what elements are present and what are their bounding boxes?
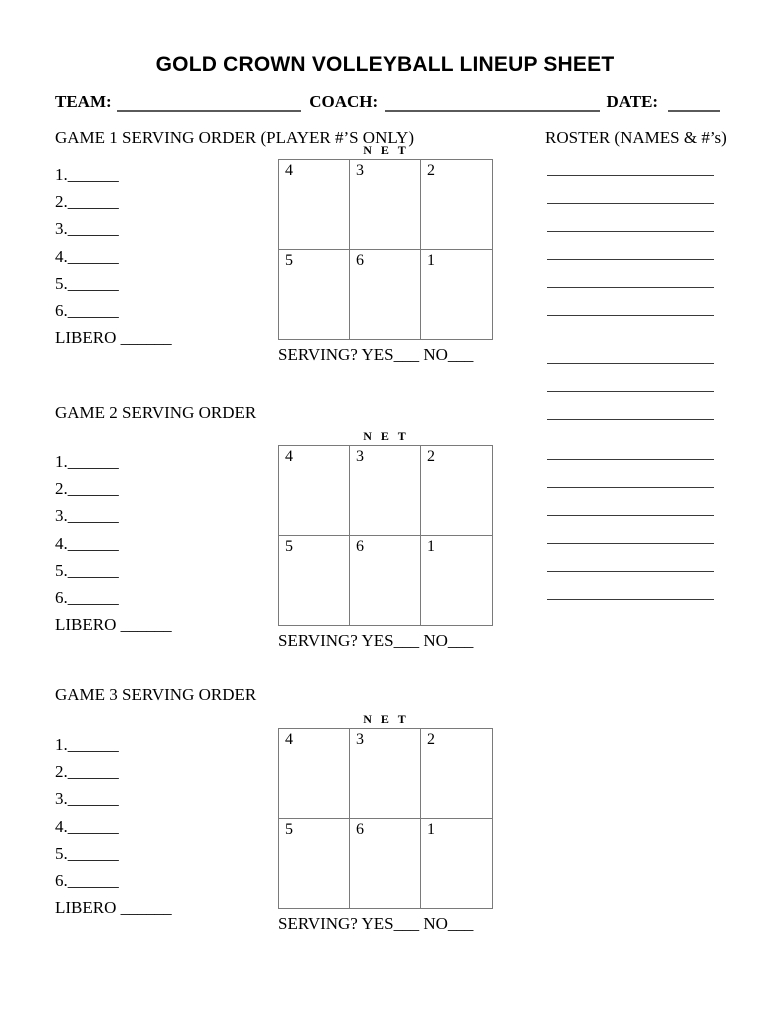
header-fill-in-row (55, 92, 720, 113)
game-2-serving-order-list (55, 448, 265, 638)
team-label: TEAM: (55, 92, 112, 111)
serving-order-slot-4: 4.______ (55, 246, 119, 266)
game-3-court (278, 712, 494, 934)
roster-blank-line (547, 288, 714, 316)
serving-question: SERVING? YES___ NO___ (278, 631, 474, 650)
game-1-serving-order-list (55, 161, 265, 351)
court-cell-pos1: 1 (427, 252, 435, 269)
court-cell-pos4: 4 (279, 729, 350, 819)
roster-blank-line (547, 572, 714, 600)
serving-order-slot-6: 6.______ (55, 300, 119, 320)
game-1-court (278, 143, 494, 365)
court-cell-pos1: 1 (427, 538, 435, 555)
roster-blank-line (547, 232, 714, 260)
page-title: GOLD CROWN VOLLEYBALL LINEUP SHEET (155, 53, 615, 76)
serving-order-slot-5: 5.______ (55, 560, 119, 580)
serving-order-slot-6: 6.______ (55, 870, 119, 890)
serving-order-slot-1: 1.______ (55, 735, 119, 754)
roster-heading: ROSTER (NAMES & #’s) (545, 128, 727, 147)
serving-question: SERVING? YES___ NO___ (278, 914, 474, 933)
serving-order-slot-5: 5.______ (55, 843, 119, 863)
net-label: N E T (363, 429, 409, 443)
libero-row: LIBERO ______ (55, 328, 172, 348)
court-cell-pos2: 2 (421, 446, 492, 536)
serving-order-slot-1: 1.______ (55, 452, 119, 471)
team-blank-line (117, 94, 302, 112)
serving-order-slot-3: 3.______ (55, 219, 119, 239)
roster-blank-line (547, 460, 714, 488)
roster-blank-line (547, 148, 714, 176)
game-2-court (278, 429, 494, 651)
roster-blank-line (547, 336, 714, 364)
roster-blank-line (547, 488, 714, 516)
court-cell-pos3: 3 (350, 446, 421, 536)
coach-blank-line (385, 94, 600, 112)
serving-order-slot-4: 4.______ (55, 533, 119, 553)
roster-blank-line (547, 204, 714, 232)
roster-blank-line (547, 260, 714, 288)
roster-line-group-2 (547, 336, 714, 420)
serving-order-slot-1: 1.______ (55, 165, 119, 184)
date-blank-line (668, 94, 720, 112)
serving-order-slot-2: 2.______ (55, 192, 119, 212)
game-2-heading: GAME 2 SERVING ORDER (55, 403, 257, 422)
net-label: N E T (363, 712, 409, 726)
court-cell-pos5: 5 (279, 250, 350, 339)
serving-order-slot-6: 6.______ (55, 587, 119, 607)
roster-blank-line (547, 432, 714, 460)
date-label: DATE: (606, 92, 659, 111)
game-3-heading: GAME 3 SERVING ORDER (55, 685, 257, 704)
game-3-section (55, 685, 717, 945)
court-grid (278, 445, 493, 626)
net-label: N E T (363, 143, 409, 157)
serving-order-slot-4: 4.______ (55, 816, 119, 836)
court-cell-pos6: 6 (350, 819, 421, 908)
serving-order-slot-5: 5.______ (55, 273, 119, 293)
roster-blank-line (547, 364, 714, 392)
court-cell-pos6: 6 (350, 536, 421, 625)
court-cell-pos5: 5 (279, 536, 350, 625)
court-grid (278, 728, 493, 909)
court-cell-pos3: 3 (350, 160, 421, 250)
libero-row: LIBERO ______ (55, 898, 172, 918)
court-cell-pos5: 5 (279, 819, 350, 908)
court-cell-pos6: 6 (350, 250, 421, 339)
serving-order-slot-3: 3.______ (55, 506, 119, 526)
roster-blank-line (547, 544, 714, 572)
court-cell-pos3: 3 (350, 729, 421, 819)
serving-order-slot-2: 2.______ (55, 762, 119, 782)
roster-blank-line (547, 392, 714, 420)
court-cell-pos1: 1 (427, 821, 435, 838)
game-3-serving-order-list (55, 731, 265, 921)
game-1-heading: GAME 1 SERVING ORDER (PLAYER #’S ONLY) (55, 128, 414, 147)
roster-line-group-3 (547, 432, 714, 600)
roster-blank-line (547, 516, 714, 544)
roster-blank-line (547, 176, 714, 204)
serving-order-slot-3: 3.______ (55, 789, 119, 809)
court-cell-pos2: 2 (421, 729, 492, 819)
court-cell-pos4: 4 (279, 446, 350, 536)
roster-line-group-1 (547, 148, 714, 316)
coach-label: COACH: (309, 92, 379, 111)
serving-question: SERVING? YES___ NO___ (278, 345, 474, 364)
court-cell-pos4: 4 (279, 160, 350, 250)
serving-order-slot-2: 2.______ (55, 479, 119, 499)
court-cell-pos2: 2 (421, 160, 492, 250)
court-grid (278, 159, 493, 340)
libero-row: LIBERO ______ (55, 615, 172, 635)
